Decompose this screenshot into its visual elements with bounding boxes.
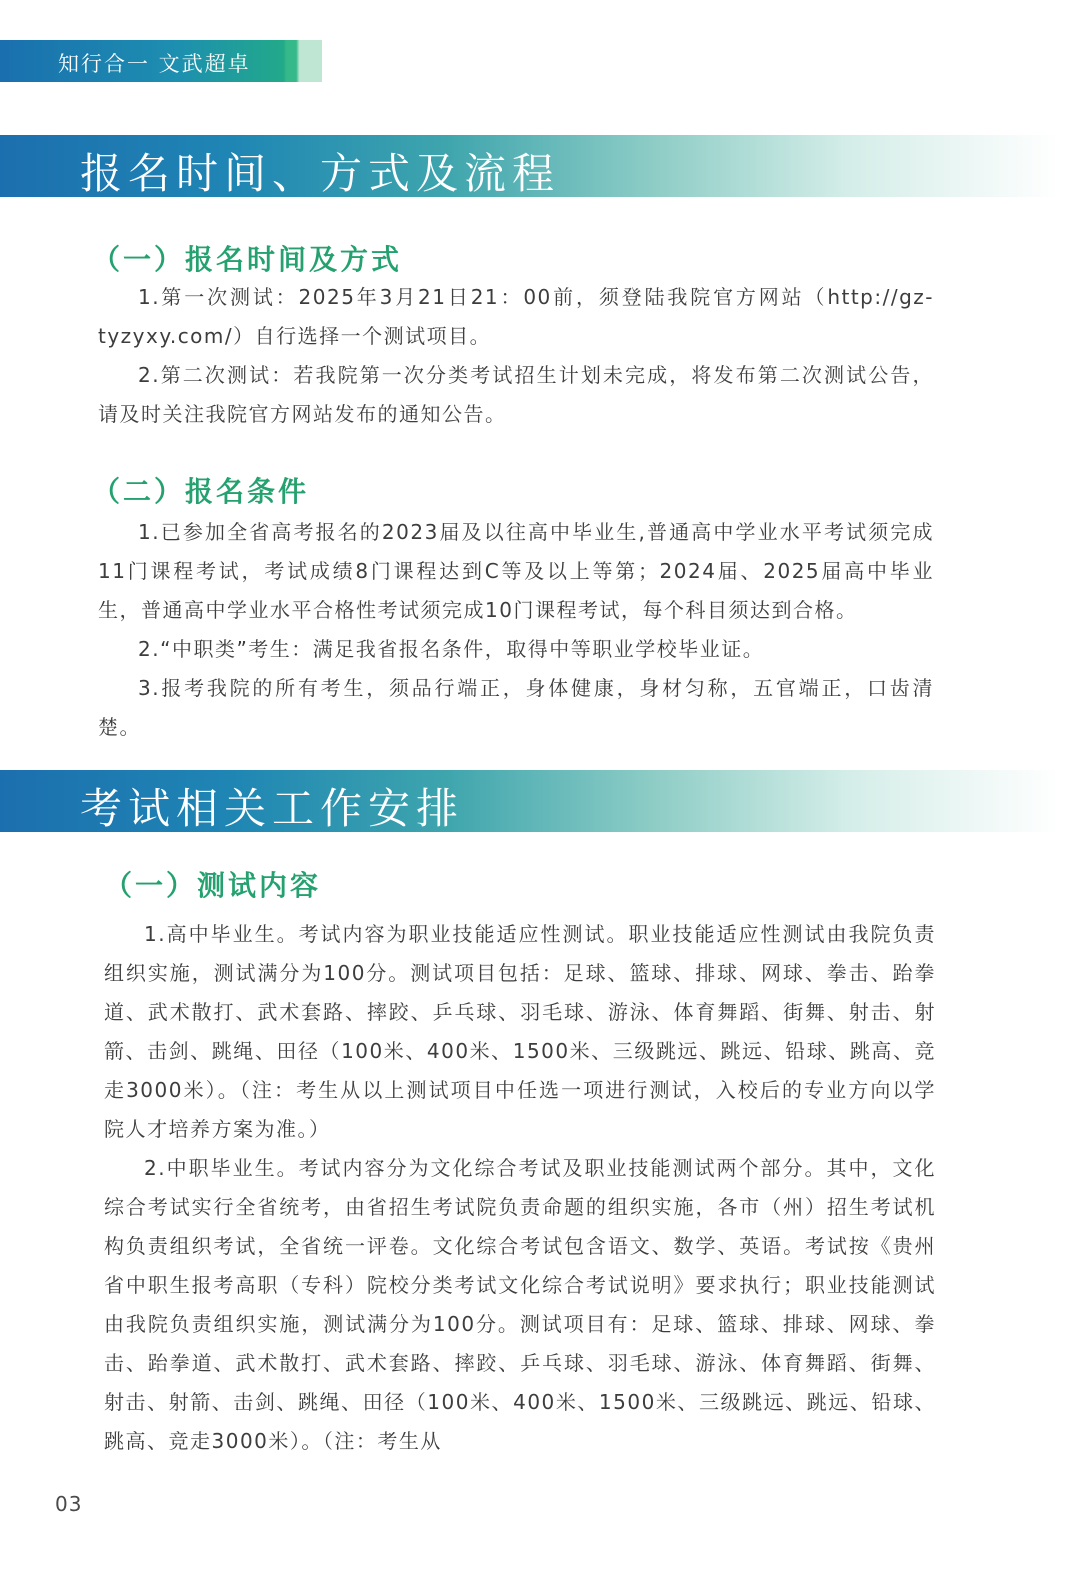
subheading-registration-conditions: （二）报名条件 — [92, 475, 310, 508]
subheading-test-content: （一）测试内容 — [104, 869, 322, 902]
paragraph-high-school-graduates: 1.高中毕业生。考试内容为职业技能适应性测试。职业技能适应性测试由我院负责组织实施，测试满分为100分。测试项目包括：足球、篮球、排球、网球、拳击、跆拳道、武术散打、武术套路、摔跤、乒乓球、羽毛球、游泳、体育舞蹈、街舞、射击、射箭、击剑、跳绳、田径（100米、400米、1500米、三级跳远、跳远、铅球、跳高、竞走3000米）。（注：考生从以上测试项目中任选一项进行测试，入校后的专业方向以学院人才培养方案为准。） — [104, 922, 936, 1141]
section-title-band-registration — [0, 135, 1060, 197]
subheading-registration-time: （一）报名时间及方式 — [92, 243, 403, 276]
paragraph-condition-2: 2.“中职类”考生：满足我省报名条件，取得中等职业学校毕业证。 — [138, 637, 765, 661]
section-title-registration: 报名时间、方式及流程 — [80, 149, 561, 198]
header-motto: 知行合一 文武超卓 — [58, 52, 251, 76]
section-title-band-exam — [0, 770, 1060, 832]
section-title-exam: 考试相关工作安排 — [80, 784, 465, 833]
paragraph-second-test: 2.第二次测试：若我院第一次分类考试招生计划未完成，将发布第二次测试公告，请及时关注我院官方网站发布的通知公告。 — [98, 363, 934, 426]
paragraph-condition-1: 1.已参加全省高考报名的2023届及以往高中毕业生,普通高中学业水平考试须完成11门课程考试，考试成绩8门课程达到C等及以上等第；2024届、2025届高中毕业生，普通高中学业水平合格性考试须完成10门课程考试，每个科目须达到合格。 — [98, 520, 934, 622]
paragraph-vocational-graduates: 2.中职毕业生。考试内容分为文化综合考试及职业技能测试两个部分。其中，文化综合考试实行全省统考，由省招生考试院负责命题的组织实施，各市（州）招生考试机构负责组织考试，全省统一评卷。文化综合考试包含语文、数学、英语。考试按《贵州省中职生报考高职（专科）院校分类考试文化综合考试说明》要求执行；职业技能测试由我院负责组织实施，测试满分为100分。测试项目有：足球、篮球、排球、网球、拳击、跆拳道、武术散打、武术套路、摔跤、乒乓球、羽毛球、游泳、体育舞蹈、街舞、射击、射箭、击剑、跳绳、田径（100米、400米、1500米、三级跳远、跳远、铅球、跳高、竞走3000米）。（注：考生从 — [104, 1156, 936, 1453]
paragraph-condition-3: 3.报考我院的所有考生，须品行端正，身体健康，身材匀称，五官端正，口齿清楚。 — [98, 676, 934, 739]
header-motto-banner — [0, 40, 322, 82]
page-number: 03 — [55, 1492, 83, 1516]
paragraph-first-test: 1.第一次测试：2025年3月21日21：00前，须登陆我院官方网站（http://gz-tyzyxy.com/）自行选择一个测试项目。 — [98, 285, 934, 348]
